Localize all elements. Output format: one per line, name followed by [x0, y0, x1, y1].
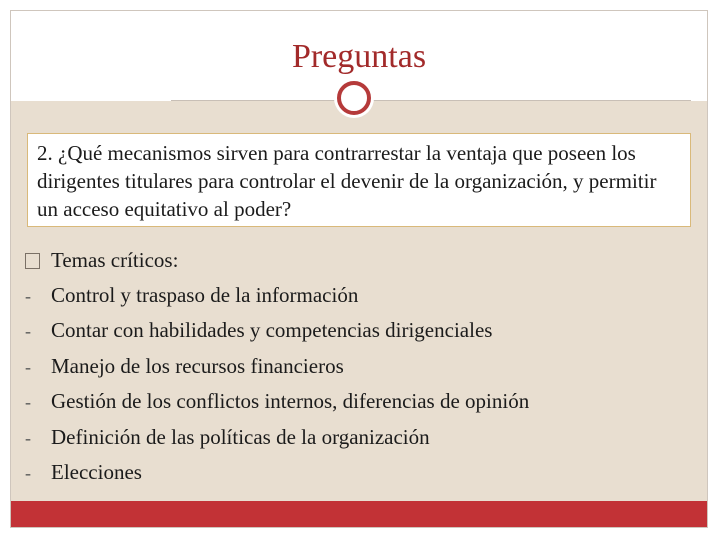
- checkbox-bullet-icon: [25, 243, 51, 278]
- topics-heading-row: [25, 243, 705, 278]
- list-item-text: Contar con habilidades y competencias dirigenciales: [51, 318, 493, 342]
- list-item-text: Elecciones: [51, 460, 142, 484]
- list-item-text: Definición de las políticas de la organización: [51, 424, 430, 449]
- topics-heading: Temas críticos:: [51, 248, 179, 272]
- list-item: [25, 384, 705, 420]
- dash-bullet-icon: -: [25, 321, 31, 341]
- list-item: [25, 455, 705, 491]
- ring-icon: [337, 81, 371, 115]
- list-item: [25, 420, 705, 456]
- list-item: [25, 349, 705, 385]
- dash-bullet-icon: -: [25, 392, 31, 412]
- bottom-accent-bar: [11, 501, 707, 527]
- list-item-text: Gestión de los conflictos internos, diferencias de opinión: [51, 389, 530, 413]
- question-text: 2. ¿Qué mecanismos sirven para contrarrestar la ventaja que poseen los dirigentes titulares para controlar el devenir de la organización, y permitir un acceso equitativo al poder?: [37, 141, 657, 221]
- list-item: [25, 313, 705, 349]
- topics-list: [25, 243, 705, 491]
- title-divider: [171, 100, 691, 101]
- list-item: [25, 278, 705, 314]
- slide: [10, 10, 708, 528]
- dash-bullet-icon: -: [25, 463, 31, 483]
- list-item-text: Control y traspaso de la información: [51, 282, 359, 307]
- dash-bullet-icon: -: [25, 285, 31, 306]
- dash-bullet-icon: -: [25, 356, 31, 377]
- list-item-text: Manejo de los recursos financieros: [51, 353, 344, 378]
- question-box: [27, 133, 691, 227]
- dash-bullet-icon: -: [25, 427, 31, 448]
- slide-title: Preguntas: [291, 38, 427, 75]
